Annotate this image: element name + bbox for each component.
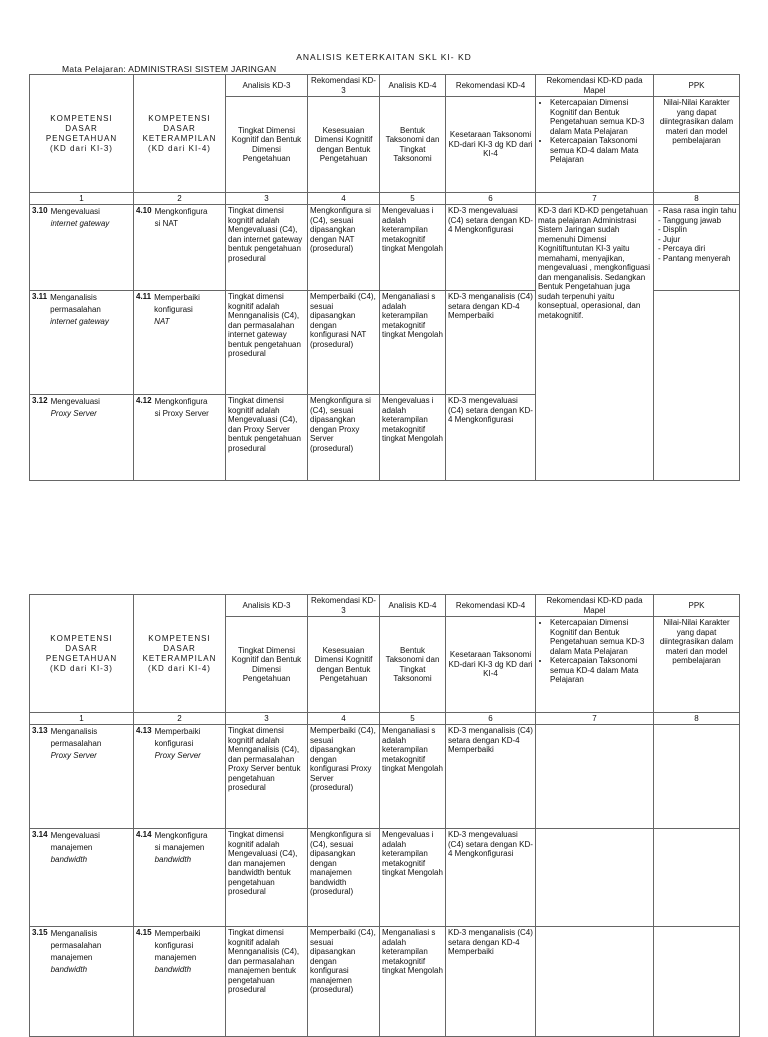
table-row (30, 205, 740, 291)
subheader-mapel (536, 617, 654, 713)
analisis-kd4-cell: Mengevaluas i adalah keterampilan metakognitif tingkat Mengolah (380, 829, 446, 927)
rekomendasi-kd4-cell: KD-3 menganalisis (C4) setara dengan KD-4 Memperbaiki (446, 291, 536, 395)
column-number: 1 (30, 713, 134, 725)
header-kd-pengetahuan (30, 75, 134, 193)
table-row (30, 829, 740, 927)
table-row (30, 725, 740, 829)
kd4-line: si NAT (154, 219, 178, 228)
kd3-line: permasalahan (50, 739, 102, 748)
ppk-cell-empty (654, 291, 740, 481)
rekomendasi-mapel-cell (536, 927, 654, 1037)
kd3-line: Menganalisis (50, 929, 98, 938)
subheader-mapel-item: • Ketercapaian Dimensi Kognitif dan Bentuk Pengetahuan semua KD-3 dalam Mata Pelajaran (550, 618, 651, 656)
header-analisis-kd4: Analisis KD-4 (380, 595, 446, 617)
ppk-cell (654, 927, 740, 1037)
kd4-line: Mengkonfigura (154, 397, 208, 406)
kd4-wrap (136, 830, 223, 866)
kd4-line: Memperbaiki (154, 293, 200, 302)
rekomendasi-mapel-cell (536, 829, 654, 927)
kd3-wrap (32, 726, 131, 762)
kd4-text (155, 726, 223, 762)
kd4-line: konfigurasi (154, 305, 193, 314)
kd4-line: konfigurasi (154, 941, 194, 950)
column-number: 7 (536, 193, 654, 205)
header-kd-pengetahuan-line: (KD dari KI-3) (50, 143, 113, 153)
kd4-wrap (136, 726, 223, 762)
rekomendasi-mapel-cell (536, 725, 654, 829)
table-body (30, 725, 740, 1037)
kd3-wrap (32, 396, 131, 420)
kd4-cell (134, 829, 226, 927)
rekomendasi-kd3-cell: Mengkonfigura si (C4), sesuai dipasangkan dengan Proxy Server (prosedural) (308, 395, 380, 481)
kd3-line: manajemen (50, 843, 93, 852)
header-analisis-kd3: Analisis KD-3 (226, 75, 308, 97)
table-body (30, 205, 740, 481)
kd4-line: Proxy Server (154, 751, 201, 760)
kd3-wrap (32, 830, 131, 866)
header-kd-keterampilan-line: KETERAMPILAN (142, 133, 217, 143)
kd4-wrap (136, 292, 223, 328)
subheader-mapel-item: • Ketercapaian Taksonomi semua KD-4 dalam Mata Pelajaran (550, 656, 651, 685)
kd3-line: bandwidth (50, 965, 88, 974)
rekomendasi-kd3-cell: Memperbaiki (C4), sesuai dipasangkan dengan konfigurasi Proxy Server (prosedural) (308, 725, 380, 829)
subheader-rekomendasi-kd3: Kesesuaian Dimensi Kognitif dengan Bentuk Pengetahuan (308, 617, 380, 713)
kd4-text (154, 292, 223, 328)
header-kd-keterampilan (134, 75, 226, 193)
rekomendasi-mapel-cell: KD-3 dari KD-KD pengetahuan mata pelajaran Administrasi Sistem Jaringan sudah memenuhi Dimensi Kognitiftuntutan KI-3 yaitu memahami, menyajikan, mengevaluasi , mengkonfiguasi dan menganalisis. Sedangkan Bentuk Pengetahuan juga sudah terpenuhi yaitu konseptual, operasional, dan metakognitif. (536, 205, 654, 481)
kd3-line: Mengevaluasi (50, 207, 100, 216)
kd3-line: Menganalisis (50, 293, 97, 302)
subheader-analisis-kd4: Bentuk Taksonomi dan Tingkat Taksonomi (380, 97, 446, 193)
table-header (30, 595, 740, 725)
analisis-kd4-cell: Menganaliasi s adalah keterampilan metakognitif tingkat Mengolah (380, 927, 446, 1037)
ppk-item: - Percaya diri (658, 244, 706, 253)
kd3-number: 3.14 (32, 830, 48, 839)
rekomendasi-kd4-cell: KD-3 mengevaluasi (C4) setara dengan KD-4 Mengkonfigurasi (446, 829, 536, 927)
rekomendasi-kd4-cell: KD-3 menganalisis (C4) setara dengan KD-4 Memperbaiki (446, 725, 536, 829)
subject-line (62, 64, 276, 74)
kd3-cell (30, 725, 134, 829)
header-rekomendasi-kd4: Rekomendasi KD-4 (446, 595, 536, 617)
kd3-text (51, 396, 131, 420)
kd3-line: Mengevaluasi (50, 831, 100, 840)
kd3-line: permasalahan (50, 941, 102, 950)
kd3-text (51, 206, 131, 230)
ppk-cell (654, 829, 740, 927)
kd4-line: bandwidth (154, 855, 192, 864)
subheader-analisis-kd3: Tingkat Dimensi Kognitif dan Bentuk Dimensi Pengetahuan (226, 97, 308, 193)
column-number: 4 (308, 713, 380, 725)
kd4-line: Memperbaiki (154, 929, 201, 938)
header-kd-keterampilan-line: KOMPETENSI (148, 633, 211, 643)
kd4-line: si manajemen (154, 843, 205, 852)
analisis-kd3-cell: Tingkat dimensi kognitif adalah Mengevaluasi (C4), dan manajemen bandwidth bentuk pengetahuan prosedural (226, 829, 308, 927)
kd4-number: 4.13 (136, 726, 152, 735)
header-kd-pengetahuan-line: KOMPETENSI (50, 633, 113, 643)
column-number: 2 (134, 713, 226, 725)
header-kd-keterampilan-line: DASAR (163, 643, 196, 653)
document-title: ANALISIS KETERKAITAN SKL KI- KD (296, 52, 472, 62)
header-analisis-kd4: Analisis KD-4 (380, 75, 446, 97)
ppk-item: - Jujur (658, 234, 681, 244)
header-kd-pengetahuan-line: KOMPETENSI (50, 113, 113, 123)
analisis-kd3-cell: Tingkat dimensi kognitif adalah Mennganalisis (C4), dan permasalahan Proxy Server bentuk pengetahuan prosedural (226, 725, 308, 829)
analisis-kd3-cell: Tingkat dimensi kognitif adalah Mennganalisis (C4), dan permasalahan internet gateway bentuk pengetahuan prosedural (226, 291, 308, 395)
kd3-line: internet gateway (50, 219, 110, 228)
column-number: 6 (446, 193, 536, 205)
header-kd-pengetahuan-line: (KD dari KI-3) (50, 663, 113, 673)
subheader-mapel-item: • Ketercapaian Dimensi Kognitif dan Bentuk Pengetahuan semua KD-3 dalam Mata Pelajaran (550, 98, 651, 136)
kd4-cell (134, 927, 226, 1037)
kd4-cell (134, 725, 226, 829)
column-number: 5 (380, 193, 446, 205)
subheader-mapel (536, 97, 654, 193)
header-rekomendasi-mapel: Rekomendasi KD-KD pada Mapel (536, 75, 654, 97)
column-number: 5 (380, 713, 446, 725)
column-number: 3 (226, 713, 308, 725)
header-rekomendasi-kd3: Rekomendasi KD-3 (308, 595, 380, 617)
kd4-cell (134, 395, 226, 481)
column-number: 8 (654, 713, 740, 725)
rekomendasi-kd3-cell: Mengkonfigura si (C4), sesuai dipasangkan dengan NAT (prosedural) (308, 205, 380, 291)
kd4-wrap (136, 928, 223, 976)
ppk-item: - Rasa rasa ingin tahu (658, 206, 737, 215)
kd4-line: NAT (154, 317, 170, 326)
header-kd-pengetahuan (30, 595, 134, 713)
header-kd-pengetahuan-line: DASAR (65, 643, 98, 653)
kd3-text (51, 726, 131, 762)
header-kd-pengetahuan-line: PENGETAHUAN (45, 653, 118, 663)
kd3-cell (30, 205, 134, 291)
header-rekomendasi-mapel: Rekomendasi KD-KD pada Mapel (536, 595, 654, 617)
analisis-kd4-cell: Mengevaluas i adalah keterampilan metakognitif tingkat Mengolah (380, 395, 446, 481)
kd4-wrap (136, 206, 223, 230)
column-number: 6 (446, 713, 536, 725)
table-row (30, 927, 740, 1037)
ppk-list (656, 206, 737, 263)
kd3-cell (30, 829, 134, 927)
column-number: 2 (134, 193, 226, 205)
analisis-kd4-cell: Mengevaluas i adalah keterampilan metakognitif tingkat Mengolah (380, 205, 446, 291)
kd4-line: Mengkonfigura (154, 207, 208, 216)
kd3-text (51, 928, 131, 976)
subheader-analisis-kd3: Tingkat Dimensi Kognitif dan Bentuk Dimensi Pengetahuan (226, 617, 308, 713)
subheader-mapel-item: • Ketercapaian Taksonomi semua KD-4 dalam Mata Pelajaran (550, 136, 651, 165)
table-header (30, 75, 740, 205)
analisis-kd3-cell: Tingkat dimensi kognitif adalah Mengevaluasi (C4), dan internet gateway bentuk pengetahuan prosedural (226, 205, 308, 291)
subheader-ppk: Nilai-Nilai Karakter yang dapat diintegrasikan dalam materi dan model pembelajaran (654, 617, 740, 713)
subheader-rekomendasi-kd3: Kesesuaian Dimensi Kognitif dengan Bentuk Pengetahuan (308, 97, 380, 193)
kd4-number: 4.12 (136, 396, 152, 405)
header-kd-keterampilan-line: DASAR (163, 123, 196, 133)
column-number: 3 (226, 193, 308, 205)
kd3-line: Proxy Server (50, 409, 97, 418)
subheader-rekomendasi-kd4: Kesetaraan Taksonomi KD-dari KI-3 dg KD dari KI-4 (446, 97, 536, 193)
kd4-line: bandwidth (154, 965, 192, 974)
kd3-wrap (32, 928, 131, 976)
analisis-kd3-cell: Tingkat dimensi kognitif adalah Mennganalisis (C4), dan permasalahan manajemen bentuk pengetahuan prosedural (226, 927, 308, 1037)
analisis-kd4-cell: Menganaliasi s adalah keterampilan metakognitif tingkat Mengolah (380, 291, 446, 395)
kd3-number: 3.13 (32, 726, 48, 735)
kd3-line: manajemen (50, 953, 93, 962)
column-number: 8 (654, 193, 740, 205)
analisis-kd3-cell: Tingkat dimensi kognitif adalah Mengevaluasi (C4), dan Proxy Server bentuk pengetahuan prosedural (226, 395, 308, 481)
header-kd-pengetahuan-line: PENGETAHUAN (45, 133, 118, 143)
kd3-text (51, 830, 131, 866)
header-ppk: PPK (654, 75, 740, 97)
rekomendasi-kd3-cell: Memperbaiki (C4), sesuai dipasangkan dengan konfigurasi manajemen (prosedural) (308, 927, 380, 1037)
kd3-wrap (32, 206, 131, 230)
kd3-cell (30, 291, 134, 395)
header-kd-keterampilan-line: KOMPETENSI (148, 113, 211, 123)
kd3-line: permasalahan (50, 305, 101, 314)
header-rekomendasi-kd4: Rekomendasi KD-4 (446, 75, 536, 97)
kd4-text (155, 206, 223, 230)
kd4-line: Memperbaiki (154, 727, 201, 736)
kd4-line: konfigurasi (154, 739, 194, 748)
kd3-line: bandwidth (50, 855, 88, 864)
kd3-line: Proxy Server (50, 751, 97, 760)
kd3-cell (30, 927, 134, 1037)
kd3-cell (30, 395, 134, 481)
ppk-item: - Displin (658, 225, 687, 234)
ppk-cell (654, 725, 740, 829)
ppk-item: - Tanggung jawab (658, 215, 722, 225)
subject-value: ADMINISTRASI SISTEM JARINGAN (128, 64, 277, 74)
column-number: 4 (308, 193, 380, 205)
ppk-item: - Pantang menyerah (658, 253, 731, 263)
rekomendasi-kd4-cell: KD-3 mengevaluasi (C4) setara dengan KD-4 Mengkonfigurasi (446, 395, 536, 481)
kd3-number: 3.12 (32, 396, 48, 405)
kd3-number: 3.15 (32, 928, 48, 937)
column-number: 7 (536, 713, 654, 725)
kd4-number: 4.14 (136, 830, 152, 839)
subheader-ppk: Nilai-Nilai Karakter yang dapat diintegrasikan dalam materi dan model pembelajaran (654, 97, 740, 193)
header-kd-pengetahuan-line: DASAR (65, 123, 98, 133)
kd3-line: Menganalisis (50, 727, 98, 736)
rekomendasi-kd3-cell: Mengkonfigura si (C4), sesuai dipasangkan dengan manajemen bandwidth (prosedural) (308, 829, 380, 927)
analysis-table-2 (29, 594, 740, 1037)
header-kd-keterampilan-line: (KD dari KI-4) (148, 663, 211, 673)
rekomendasi-kd4-cell: KD-3 mengevaluasi (C4) setara dengan KD-4 Mengkonfigurasi (446, 205, 536, 291)
kd3-line: Mengevaluasi (50, 397, 100, 406)
kd4-wrap (136, 396, 223, 420)
kd4-line: Mengkonfigura (154, 831, 208, 840)
kd3-number: 3.10 (32, 206, 48, 215)
header-kd-keterampilan-line: KETERAMPILAN (142, 653, 217, 663)
kd4-cell (134, 205, 226, 291)
header-ppk: PPK (654, 595, 740, 617)
kd4-number: 4.11 (136, 292, 152, 301)
header-rekomendasi-kd3: Rekomendasi KD-3 (308, 75, 380, 97)
subheader-rekomendasi-kd4: Kesetaraan Taksonomi KD-dari KI-3 dg KD dari KI-4 (446, 617, 536, 713)
kd4-line: si Proxy Server (154, 409, 209, 418)
rekomendasi-kd3-cell: Memperbaiki (C4), sesuai dipasangkan dengan konfigurasi NAT (prosedural) (308, 291, 380, 395)
analysis-table-1 (29, 74, 740, 481)
kd4-text (155, 928, 223, 976)
kd3-text (50, 292, 131, 328)
kd4-text (155, 396, 223, 420)
kd4-number: 4.15 (136, 928, 152, 937)
analisis-kd4-cell: Menganaliasi s adalah keterampilan metakognitif tingkat Mengolah (380, 725, 446, 829)
header-kd-keterampilan (134, 595, 226, 713)
column-number: 1 (30, 193, 134, 205)
kd4-number: 4.10 (136, 206, 152, 215)
subheader-analisis-kd4: Bentuk Taksonomi dan Tingkat Taksonomi (380, 617, 446, 713)
header-analisis-kd3: Analisis KD-3 (226, 595, 308, 617)
subject-label: Mata Pelajaran: (62, 64, 129, 74)
rekomendasi-kd4-cell: KD-3 menganalisis (C4) setara dengan KD-4 Memperbaiki (446, 927, 536, 1037)
kd3-number: 3.11 (32, 292, 48, 301)
kd3-wrap (32, 292, 131, 328)
ppk-cell (654, 205, 740, 291)
header-kd-keterampilan-line: (KD dari KI-4) (148, 143, 211, 153)
kd3-line: internet gateway (50, 317, 109, 326)
kd4-line: manajemen (154, 953, 197, 962)
kd4-cell (134, 291, 226, 395)
kd4-text (155, 830, 223, 866)
